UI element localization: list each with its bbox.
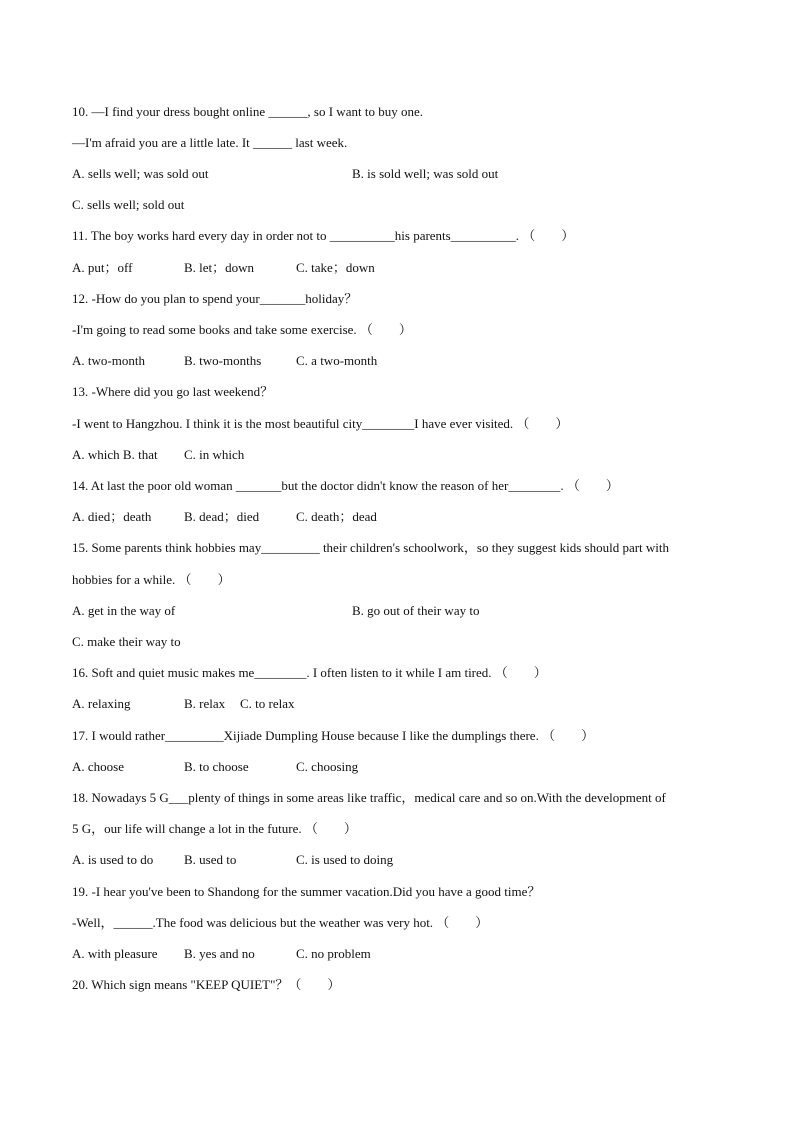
question-14-stem: 14. At last the poor old woman _______but the doctor didn't know the reason of her________. （ ） [72,478,619,493]
question-16-stem: 16. Soft and quiet music makes me________. I often listen to it while I am tired. （ ） [72,665,547,680]
question-14-option-b: B. dead；died [184,509,260,524]
question-17-stem: 17. I would rather_________Xijiade Dumpling House because I like the dumplings there. （ ） [72,728,595,743]
question-17-option-c: C. choosing [296,759,359,774]
question-10-stem: 10. —I find your dress bought online ______, so I want to buy one. [72,104,423,119]
question-13-option-ab: A. which B. that [72,447,158,462]
question-11-stem: 11. The boy works hard every day in order not to __________his parents__________. （ ） [72,228,575,243]
question-12-stem-reply: -I'm going to read some books and take some exercise. （ ） [72,322,412,337]
question-19-stem: 19. -I hear you've been to Shandong for the summer vacation.Did you have a good time？ [72,884,541,899]
question-16-option-a: A. relaxing [72,696,131,711]
question-15-stem-continued: hobbies for a while. （ ） [72,572,231,587]
question-19-stem-reply: -Well，______.The food was delicious but the weather was very hot. （ ） [72,915,489,930]
question-16-option-b: B. relax [184,696,226,711]
question-14-option-c: C. death；dead [296,509,377,524]
question-19-option-c: C. no problem [296,946,371,961]
question-18-stem-continued: 5 G，our life will change a lot in the future. （ ） [72,821,357,836]
question-18-stem: 18. Nowadays 5 G___plenty of things in some areas like traffic，medical care and so on.With the development of [72,790,666,805]
question-12-option-c: C. a two-month [296,353,378,368]
question-19-option-b: B. yes and no [184,946,255,961]
question-15-option-b: B. go out of their way to [352,603,480,618]
question-17-option-a: A. choose [72,759,124,774]
question-19-option-a: A. with pleasure [72,946,158,961]
question-18-option-b: B. used to [184,852,237,867]
question-11-option-b: B. let；down [184,260,255,275]
question-15-stem: 15. Some parents think hobbies may_________ their children's schoolwork，so they suggest kids should part with [72,540,670,555]
question-10-stem-reply: —I'm afraid you are a little late. It ______ last week. [72,135,348,150]
question-12-option-b: B. two-months [184,353,262,368]
question-18-option-c: C. is used to doing [296,852,394,867]
question-12-option-a: A. two-month [72,353,145,368]
question-10-option-b: B. is sold well; was sold out [352,166,499,181]
question-17-option-b: B. to choose [184,759,249,774]
question-14-option-a: A. died；death [72,509,152,524]
question-13-stem-reply: -I went to Hangzhou. I think it is the most beautiful city________I have ever visited. （ ） [72,416,569,431]
question-20-stem: 20. Which sign means "KEEP QUIET"？（ ） [72,977,341,992]
question-10-option-c: C. sells well; sold out [72,197,185,212]
question-15-option-a: A. get in the way of [72,603,176,618]
question-11-option-c: C. take；down [296,260,375,275]
question-13-stem: 13. -Where did you go last weekend？ [72,384,274,399]
question-10-option-a: A. sells well; was sold out [72,166,209,181]
question-11-option-a: A. put；off [72,260,133,275]
question-16-option-c: C. to relax [240,696,295,711]
question-12-stem: 12. -How do you plan to spend your_______holiday？ [72,291,358,306]
question-18-option-a: A. is used to do [72,852,154,867]
question-13-option-c: C. in which [184,447,245,462]
question-15-option-c: C. make their way to [72,634,181,649]
